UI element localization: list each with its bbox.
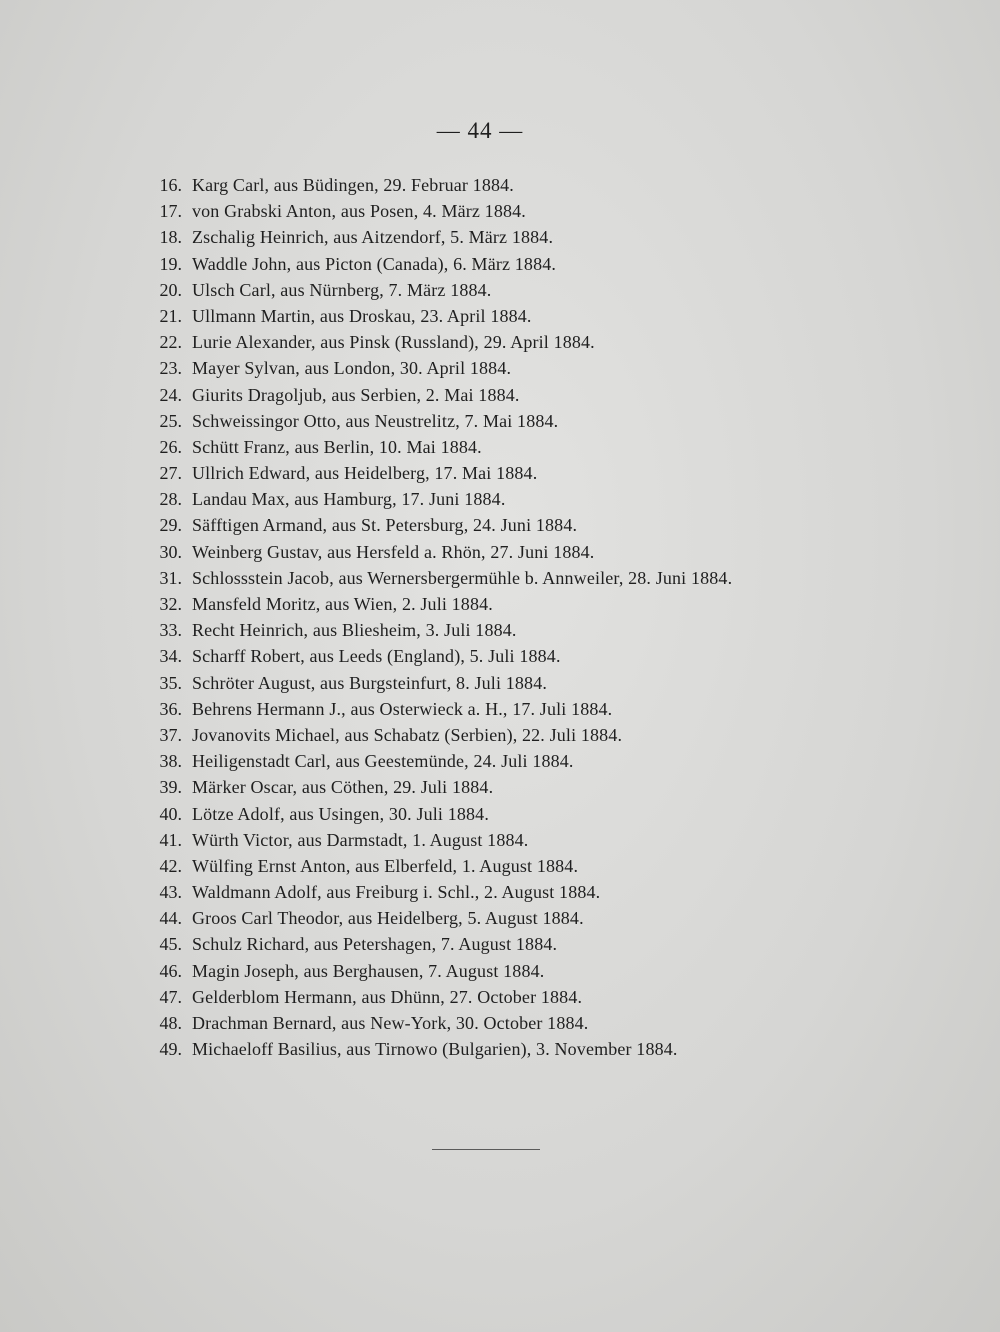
entry-number: 45. [159,934,182,955]
entry-number: 34. [159,646,182,667]
entry-text: Märker Oscar, aus Cöthen, 29. Juli 1884. [192,777,494,798]
list-item [148,591,948,617]
entry-text: Weinberg Gustav, aus Hersfeld a. Rhön, 27. Juni 1884. [192,541,595,562]
list-item [148,617,948,643]
entry-number: 16. [159,175,182,195]
entry-number: 46. [159,960,182,981]
list-item [148,748,948,774]
list-item [148,958,948,984]
entry-text: Gelderblom Hermann, aus Dhünn, 27. October 1884. [192,986,583,1007]
list-item [148,539,948,565]
list-item [148,670,948,696]
entry-number: 37. [159,724,182,745]
entry-number: 33. [159,620,182,641]
entry-text: Lurie Alexander, aus Pinsk (Russland), 29. April 1884. [192,332,595,353]
entry-text: Ullmann Martin, aus Droskau, 23. April 1884. [192,305,532,326]
entry-text: Waddle John, aus Picton (Canada), 6. März 1884. [192,253,557,274]
list-item [148,460,948,486]
entry-text: Giurits Dragoljub, aus Serbien, 2. Mai 1884. [192,384,520,405]
entry-number: 28. [159,489,182,510]
list-item [148,801,948,827]
entry-text: Recht Heinrich, aus Bliesheim, 3. Juli 1884. [192,620,517,641]
entry-text: Jovanovits Michael, aus Schabatz (Serbien), 22. Juli 1884. [192,724,623,745]
entry-number: 30. [159,541,182,562]
entry-number: 39. [159,777,182,798]
list-item [148,643,948,669]
list-item [148,512,948,538]
entry-text: Ullrich Edward, aus Heidelberg, 17. Mai 1884. [192,463,538,484]
list-item [148,722,948,748]
entry-number: 35. [159,672,182,693]
list-item [148,303,948,329]
entry-number: 32. [159,594,182,614]
list-item [148,984,948,1010]
entry-text: Schröter August, aus Burgsteinfurt, 8. Juli 1884. [192,672,548,693]
entry-text: Säfftigen Armand, aus St. Petersburg, 24. Juni 1884. [192,515,578,536]
list-item [148,224,948,250]
closing-rule [432,1149,540,1150]
entry-text: Würth Victor, aus Darmstadt, 1. August 1884. [192,829,529,850]
entry-number: 23. [159,358,182,379]
entry-number: 20. [159,279,182,300]
entry-text: Wülfing Ernst Anton, aus Elberfeld, 1. August 1884. [192,855,579,876]
entry-number: 27. [159,463,182,484]
entry-text: Magin Joseph, aus Berghausen, 7. August 1884. [192,960,545,981]
entry-text: Karg Carl, aus Büdingen, 29. Februar 1884. [192,175,514,195]
entry-text: Heiligenstadt Carl, aus Geestemünde, 24. Juli 1884. [192,751,574,772]
entry-number: 42. [159,855,182,876]
entry-number: 41. [159,829,182,850]
list-item [148,198,948,224]
list-item [148,853,948,879]
list-item [148,879,948,905]
entry-number: 17. [159,201,182,222]
entry-number: 49. [159,1039,182,1060]
list-item [148,172,948,198]
list-item [148,434,948,460]
entry-text: Lötze Adolf, aus Usingen, 30. Juli 1884. [192,803,489,824]
entry-number: 47. [159,986,182,1007]
entry-list [148,172,948,1062]
list-item [148,696,948,722]
entry-text: Waldmann Adolf, aus Freiburg i. Schl., 2. August 1884. [192,882,601,903]
entry-number: 21. [159,305,182,326]
entry-text: Schlossstein Jacob, aus Wernersbergermühle b. Annweiler, 28. Juni 1884. [192,567,733,588]
entry-text: Schütt Franz, aus Berlin, 10. Mai 1884. [192,436,482,457]
entry-number: 19. [159,253,182,274]
list-item [148,486,948,512]
entry-text: Mansfeld Moritz, aus Wien, 2. Juli 1884. [192,594,493,614]
list-item [148,1010,948,1036]
entry-text: Scharff Robert, aus Leeds (England), 5. Juli 1884. [192,646,561,667]
list-item [148,251,948,277]
entry-number: 43. [159,882,182,903]
entry-text: Groos Carl Theodor, aus Heidelberg, 5. August 1884. [192,908,584,929]
list-item [148,565,948,591]
entry-number: 44. [159,908,182,929]
entry-number: 36. [159,698,182,719]
entry-number: 25. [159,410,182,431]
entry-text: Michaeloff Basilius, aus Tirnowo (Bulgarien), 3. November 1884. [192,1039,678,1060]
entry-text: Schweissingor Otto, aus Neustrelitz, 7. Mai 1884. [192,410,559,431]
entry-text: Mayer Sylvan, aus London, 30. April 1884. [192,358,512,379]
entry-number: 24. [159,384,182,405]
entry-number: 31. [159,567,182,588]
entry-number: 22. [159,332,182,353]
entry-text: Drachman Bernard, aus New-York, 30. October 1884. [192,1013,589,1033]
list-item [148,277,948,303]
list-item [148,408,948,434]
list-item [148,329,948,355]
list-item [148,1036,948,1062]
entry-number: 29. [159,515,182,536]
entry-text: von Grabski Anton, aus Posen, 4. März 1884. [192,201,526,222]
entry-text: Landau Max, aus Hamburg, 17. Juni 1884. [192,489,506,510]
entry-text: Schulz Richard, aus Petershagen, 7. August 1884. [192,934,558,955]
entry-number: 18. [159,227,182,248]
entry-text: Behrens Hermann J., aus Osterwieck a. H., 17. Juli 1884. [192,698,613,719]
list-item [148,905,948,931]
list-item [148,355,948,381]
entry-number: 38. [159,751,182,772]
list-item [148,827,948,853]
entry-number: 48. [159,1013,182,1033]
entry-text: Ulsch Carl, aus Nürnberg, 7. März 1884. [192,279,492,300]
entry-number: 40. [159,803,182,824]
entry-number: 26. [159,436,182,457]
entry-text: Zschalig Heinrich, aus Aitzendorf, 5. März 1884. [192,227,554,248]
list-item [148,382,948,408]
page-number: — 44 — [436,118,524,143]
list-item [148,774,948,800]
list-item [148,931,948,957]
